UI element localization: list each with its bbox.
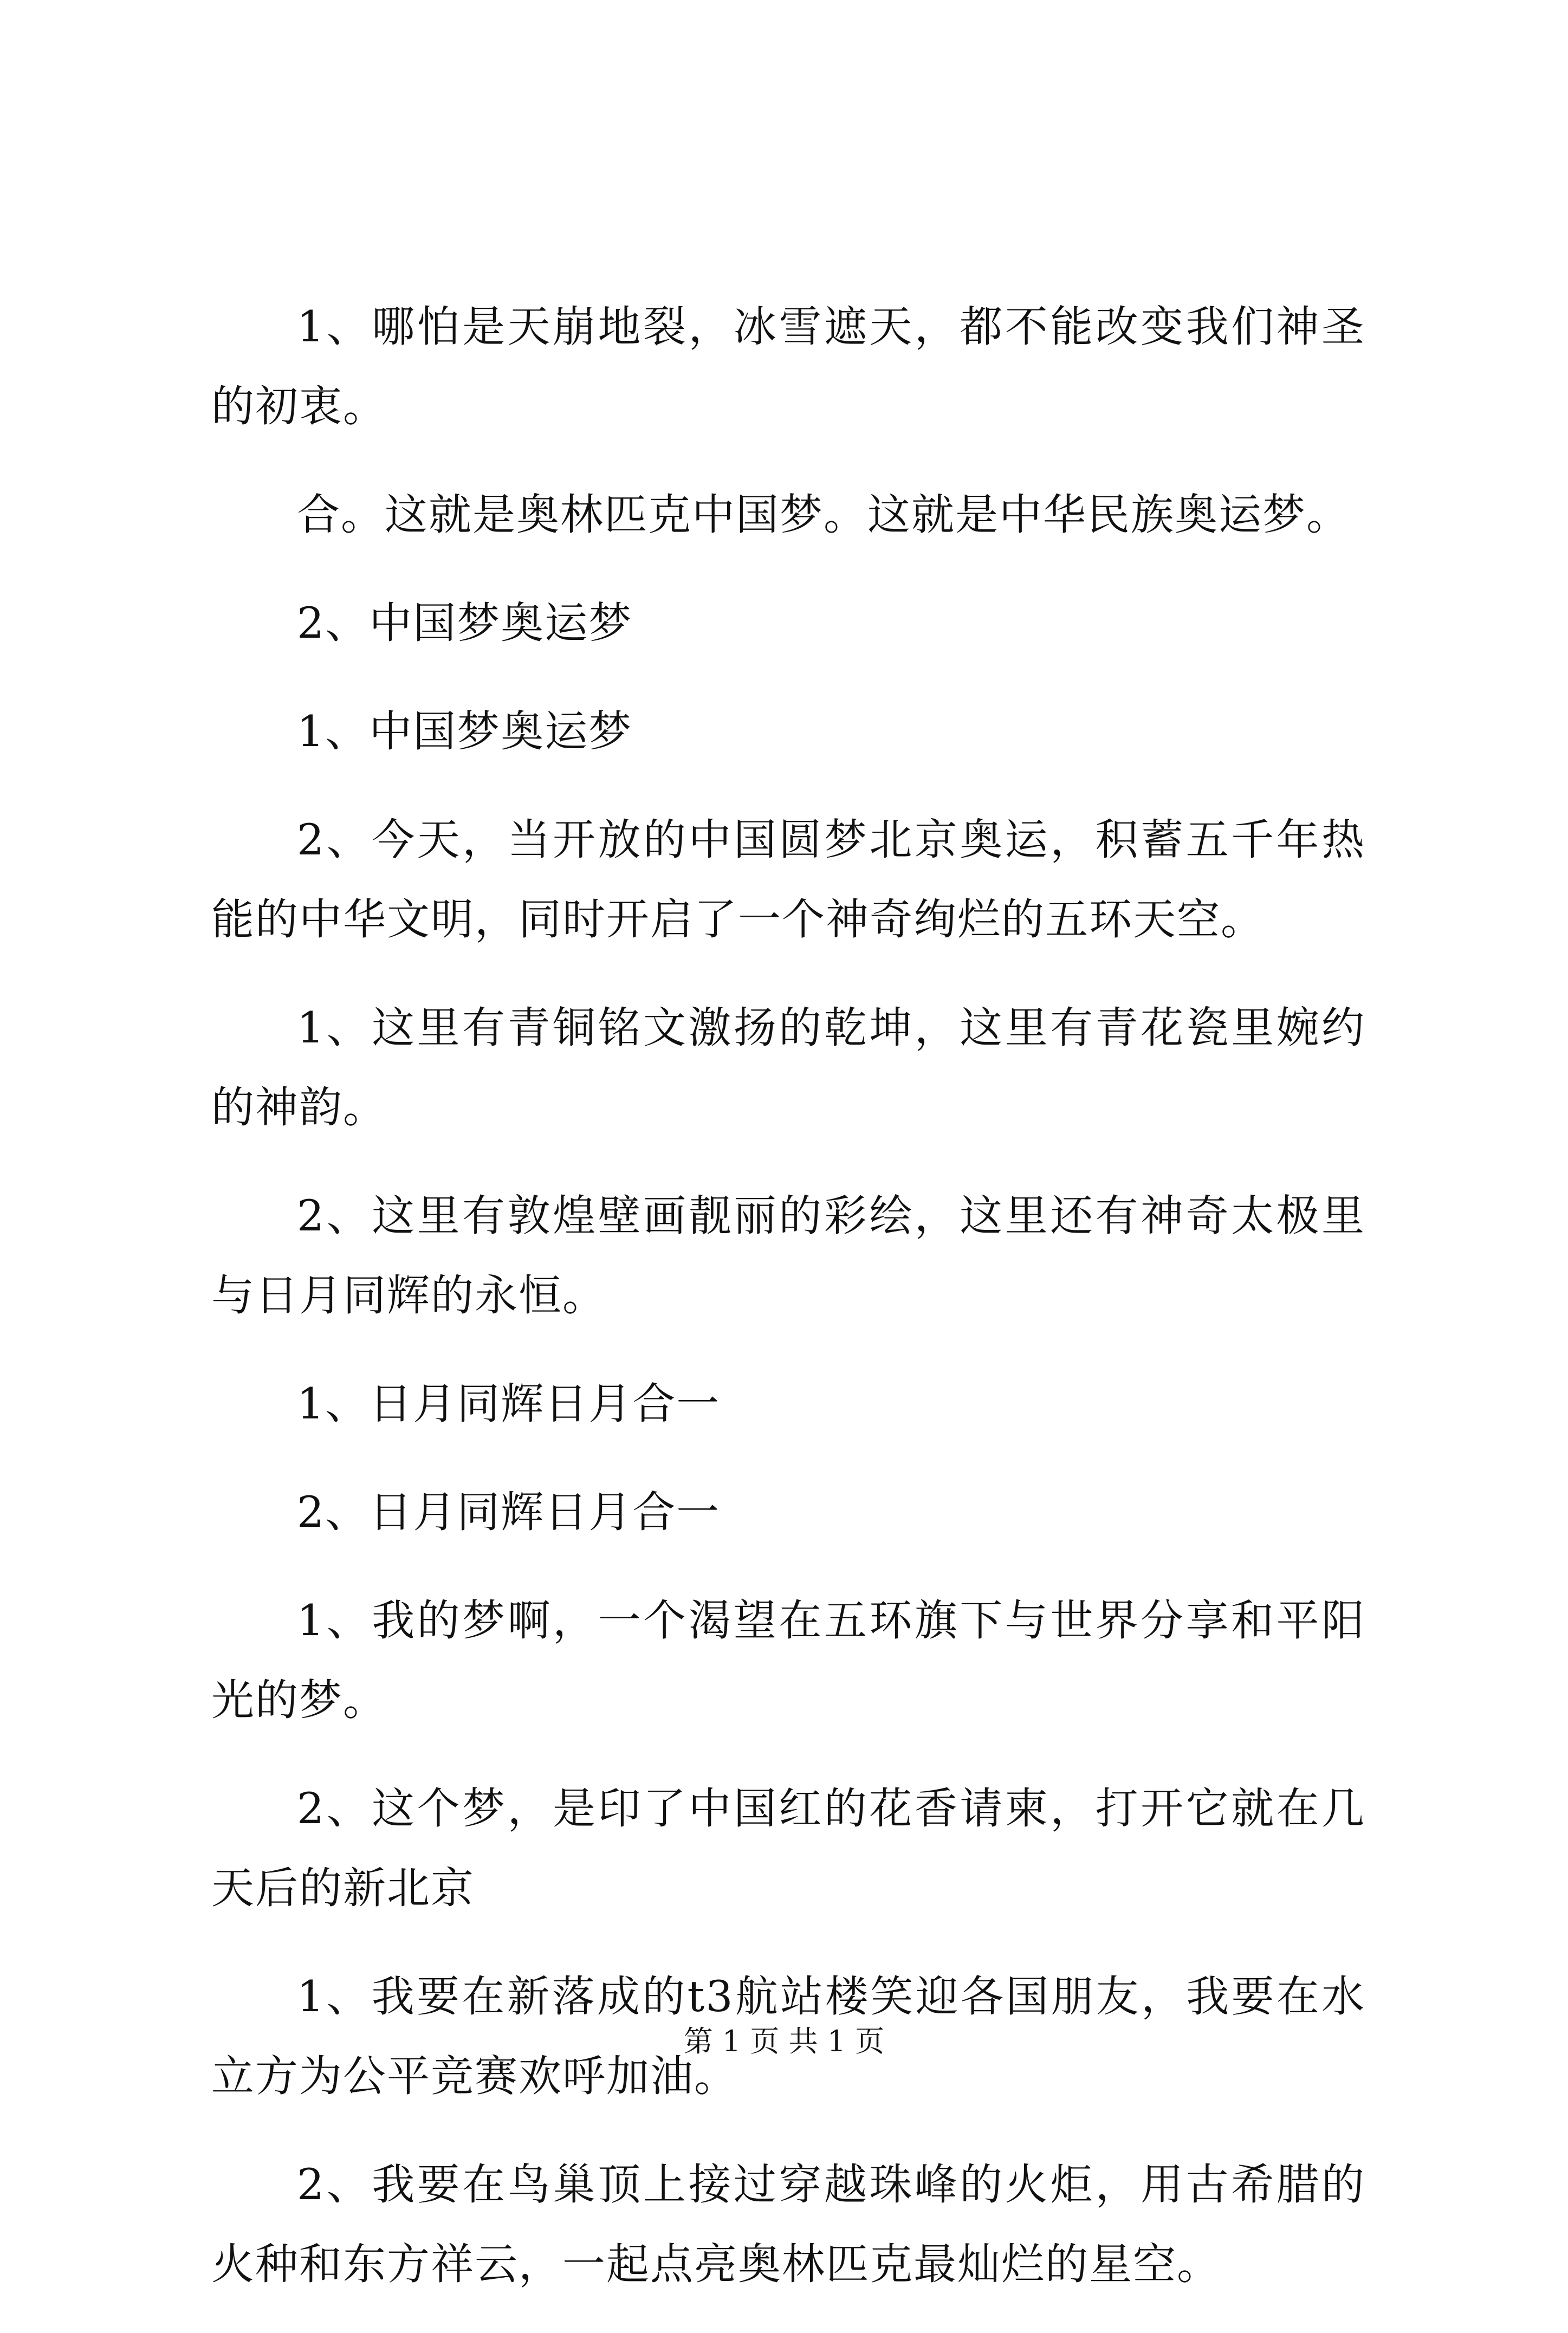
paragraph: 2、今天，当开放的中国圆梦北京奥运，积蓄五千年热能的中华文明，同时开启了一个神奇绚烂的五环天空。: [211, 815, 1365, 944]
paragraph: 2、这里有敦煌壁画靓丽的彩绘，这里还有神奇太极里与日月同辉的永恒。: [211, 1191, 1365, 1320]
paragraph: 1、中国梦奥运梦: [297, 707, 633, 756]
paragraph: 1、日月同辉日月合一: [297, 1379, 721, 1429]
paragraph: 1、哪怕是天崩地裂，冰雪遮天，都不能改变我们神圣的初衷。: [211, 302, 1365, 431]
paragraph: 2、这个梦，是印了中国红的花香请柬，打开它就在几天后的新北京: [211, 1784, 1365, 1913]
paragraph: 1、这里有青铜铭文激扬的乾坤，这里有青花瓷里婉约的神韵。: [211, 1003, 1365, 1132]
page-number-label: 第 1 页 共 1 页: [683, 2024, 885, 2058]
paragraph: 2、我要在鸟巢顶上接过穿越珠峰的火炬，用古希腊的火种和东方祥云，一起点亮奥林匹克最灿烂的星空。: [211, 2160, 1365, 2289]
paragraph: 1、我要在新落成的t3航站楼笑迎各国朋友，我要在水立方为公平竞赛欢呼加油。: [211, 1972, 1365, 2101]
paragraph: 2、日月同辉日月合一: [297, 1487, 721, 1537]
paragraph: 1、我的梦啊，一个渴望在五环旗下与世界分享和平阳光的梦。: [211, 1596, 1365, 1725]
page-footer: [0, 2023, 1568, 2060]
paragraph: 合。这就是奥林匹克中国梦。这就是中华民族奥运梦。: [297, 490, 1350, 540]
paragraph: 2、中国梦奥运梦: [297, 598, 633, 648]
